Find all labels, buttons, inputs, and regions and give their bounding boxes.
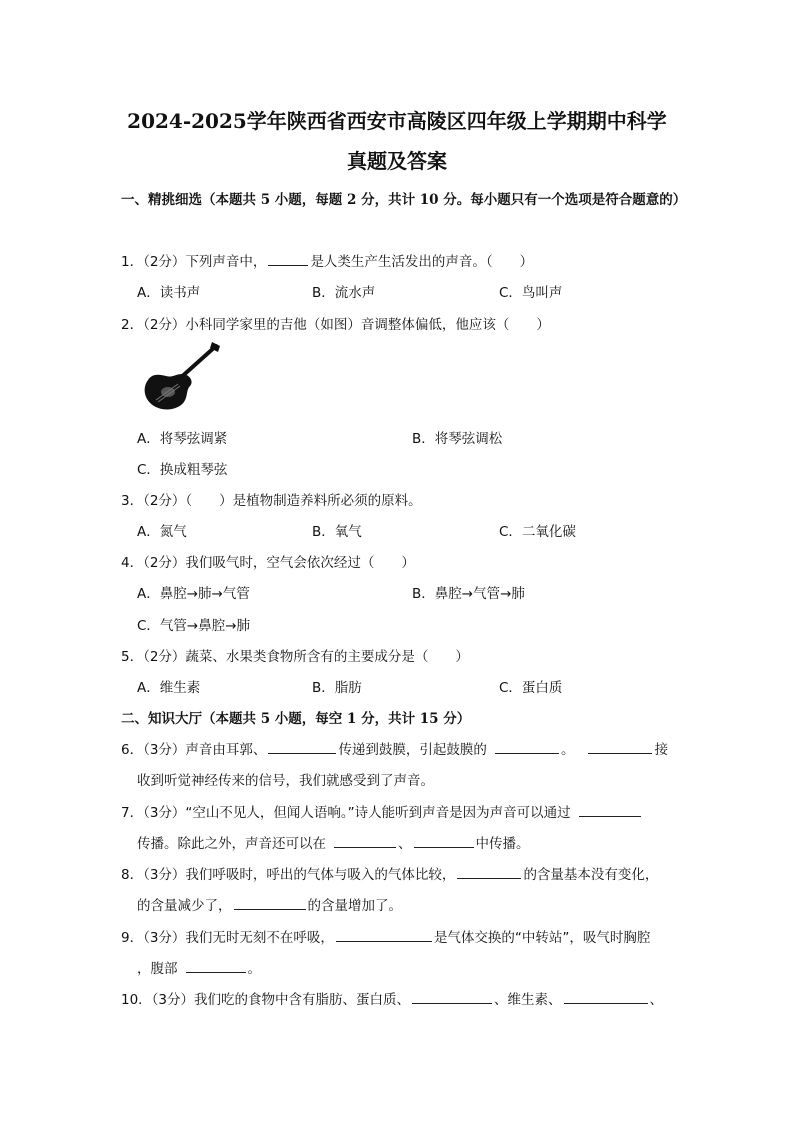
question-9-text-3: ，腹部	[137, 961, 178, 977]
question-5: 5．（2分）蔬菜、水果类食物所含有的主要成分是（ ）	[121, 649, 469, 665]
question-9-text-4: 。	[247, 961, 261, 977]
question-10-text: 10．（3分）我们吃的食物中含有脂肪、蛋白质、	[121, 992, 411, 1008]
answer-blank[interactable]	[412, 989, 492, 1004]
section-1-heading: 一、精挑细选（本题共 5 小题，每题 2 分，共计 10 分。每小题只有一个选项是符合题意的）	[121, 192, 687, 208]
q1-option-a[interactable]: A．读书声	[137, 285, 201, 301]
q5-option-a[interactable]: A．维生素	[137, 680, 201, 696]
answer-blank[interactable]	[457, 864, 521, 879]
q2-option-b[interactable]: B．将琴弦调松	[412, 431, 503, 447]
question-8-text-2: 的含量基本没有变化，	[523, 867, 659, 883]
question-7	[121, 801, 643, 821]
q4-option-a[interactable]: A．鼻腔→肺→气管	[137, 586, 250, 602]
answer-blank[interactable]	[268, 739, 336, 754]
question-6-text-3: 。	[560, 742, 575, 758]
question-9-continuation	[137, 957, 261, 977]
document-subtitle: 真题及答案	[347, 149, 447, 173]
question-3: 3．（2分）（ ）是植物制造养料所必须的原料。	[121, 493, 422, 509]
question-4: 4．（2分）我们吸气时，空气会依次经过（ ）	[121, 555, 415, 571]
question-6-continuation: 收到听觉神经传来的信号，我们就感受到了声音。	[137, 773, 434, 789]
section-2-heading: 二、知识大厅（本题共 5 小题，每空 1 分，共计 15 分）	[121, 711, 471, 727]
question-10-text-2: 、维生素、	[494, 992, 562, 1008]
question-1-text: 1．（2分）下列声音中，	[121, 254, 267, 270]
question-10	[121, 988, 663, 1008]
answer-blank[interactable]	[234, 895, 306, 910]
question-6-text-2: 传递到鼓膜，引起鼓膜的	[338, 742, 487, 758]
question-8	[121, 863, 658, 883]
question-6-text: 6．（3分）声音由耳郭、	[121, 742, 267, 758]
question-9	[121, 926, 650, 946]
guitar-icon	[145, 342, 220, 409]
question-6	[121, 738, 668, 758]
answer-blank[interactable]	[268, 251, 308, 266]
guitar-image	[138, 340, 222, 418]
question-8-text-3: 的含量减少了，	[137, 898, 232, 914]
question-8-continuation	[137, 894, 402, 914]
question-9-text: 9．（3分）我们无时无刻不在呼吸，	[121, 930, 334, 946]
q3-option-c[interactable]: C．二氧化碳	[499, 524, 576, 540]
q3-option-b[interactable]: B．氧气	[312, 524, 362, 540]
answer-blank[interactable]	[414, 833, 474, 848]
question-7-text-4: 中传播。	[475, 836, 530, 852]
question-7-text-2: 传播。除此之外，声音还可以在	[137, 836, 326, 852]
answer-blank[interactable]	[336, 927, 432, 942]
q5-option-b[interactable]: B．脂肪	[312, 680, 362, 696]
answer-blank[interactable]	[564, 989, 648, 1004]
question-6-text-4: 接	[654, 742, 668, 758]
document-title: 2024-2025学年陕西省西安市高陵区四年级上学期期中科学	[127, 109, 667, 133]
answer-blank[interactable]	[588, 739, 652, 754]
q1-option-b[interactable]: B．流水声	[312, 285, 376, 301]
q3-option-a[interactable]: A．氮气	[137, 524, 187, 540]
q2-option-a[interactable]: A．将琴弦调紧	[137, 431, 228, 447]
question-2: 2．（2分）小科同学家里的吉他（如图）音调整体偏低，他应该（ ）	[121, 317, 550, 333]
q1-option-c[interactable]: C．鸟叫声	[499, 285, 563, 301]
question-8-text-4: 的含量增加了。	[307, 898, 402, 914]
question-9-text-2: 是气体交换的“中转站”，吸气时胸腔	[433, 930, 651, 946]
q2-option-c[interactable]: C．换成粗琴弦	[137, 462, 228, 478]
question-1-text-end: 是人类生产生活发出的声音。（ ）	[310, 254, 534, 270]
question-7-continuation	[137, 832, 530, 852]
answer-blank[interactable]	[334, 833, 396, 848]
q5-option-c[interactable]: C．蛋白质	[499, 680, 563, 696]
question-10-text-3: 、	[649, 992, 664, 1008]
q4-option-c[interactable]: C．气管→鼻腔→肺	[137, 618, 251, 634]
answer-blank[interactable]	[495, 739, 559, 754]
question-7-text-3: 、	[398, 836, 412, 852]
answer-blank[interactable]	[186, 958, 246, 973]
question-7-text: 7．（3分）“空山不见人，但闻人语响。”诗人能听到声音是因为声音可以通过	[121, 805, 571, 821]
q4-option-b[interactable]: B．鼻腔→气管→肺	[412, 586, 525, 602]
question-1	[121, 250, 533, 270]
answer-blank[interactable]	[579, 802, 641, 817]
question-8-text: 8．（3分）我们呼吸时，呼出的气体与吸入的气体比较，	[121, 867, 456, 883]
